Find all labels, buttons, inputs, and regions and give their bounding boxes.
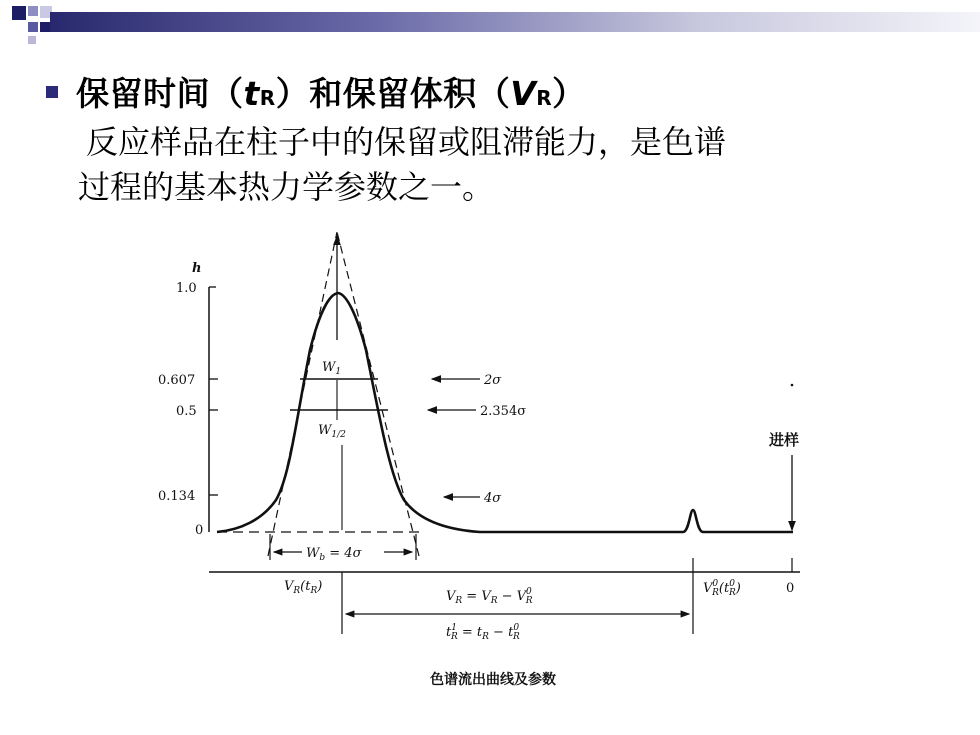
y-tick-label: 1.0 [176, 281, 197, 296]
origin-label: 0 [786, 581, 795, 596]
y-axis-label: h [192, 261, 202, 276]
title-prefix: 保留时间（ [76, 73, 244, 113]
body-line-1: 反应样品在柱子中的保留或阻滞能力，是色谱 [86, 123, 727, 161]
equation-vr: $V_R = V_R - V^0$ R [446, 587, 533, 606]
tangent-right [337, 232, 419, 556]
y-tick-label: 0.5 [176, 404, 197, 419]
body-line-2: 过程的基本热力学参数之一。 [78, 168, 495, 206]
whalf-label: $W_{1/2}$ [318, 423, 346, 440]
title-mid: ）和保留体积（ [275, 73, 511, 113]
level-4sigma: 4σ [484, 491, 502, 506]
title-v-sub: R [536, 85, 553, 110]
wb-label: $W_b = 4\sigma$ [306, 546, 362, 563]
y-tick-label: 0 [195, 523, 204, 538]
injection-label: 进样 [769, 431, 800, 449]
level-2354sigma: 2.354σ [480, 404, 527, 419]
title-suffix: ） [552, 73, 586, 113]
y-tick-label: 0.134 [158, 489, 196, 504]
w1-label: $W_1$ [322, 360, 342, 377]
level-2sigma: 2σ [484, 373, 502, 388]
title-t-var: t [243, 73, 260, 113]
figure-caption: 色谱流出曲线及参数 [430, 672, 556, 688]
title-v-var: V [510, 73, 537, 113]
y-tick-label: 0.607 [158, 373, 196, 388]
title-t-sub: R [259, 85, 276, 110]
v0-label: $V^0$ $R(t^0$ R) [703, 579, 741, 598]
equation-tr: $t^1$ $R = t_R - t^0$ R [446, 623, 520, 642]
vr-tr-label: $V_R(t_R)$ [284, 579, 323, 596]
